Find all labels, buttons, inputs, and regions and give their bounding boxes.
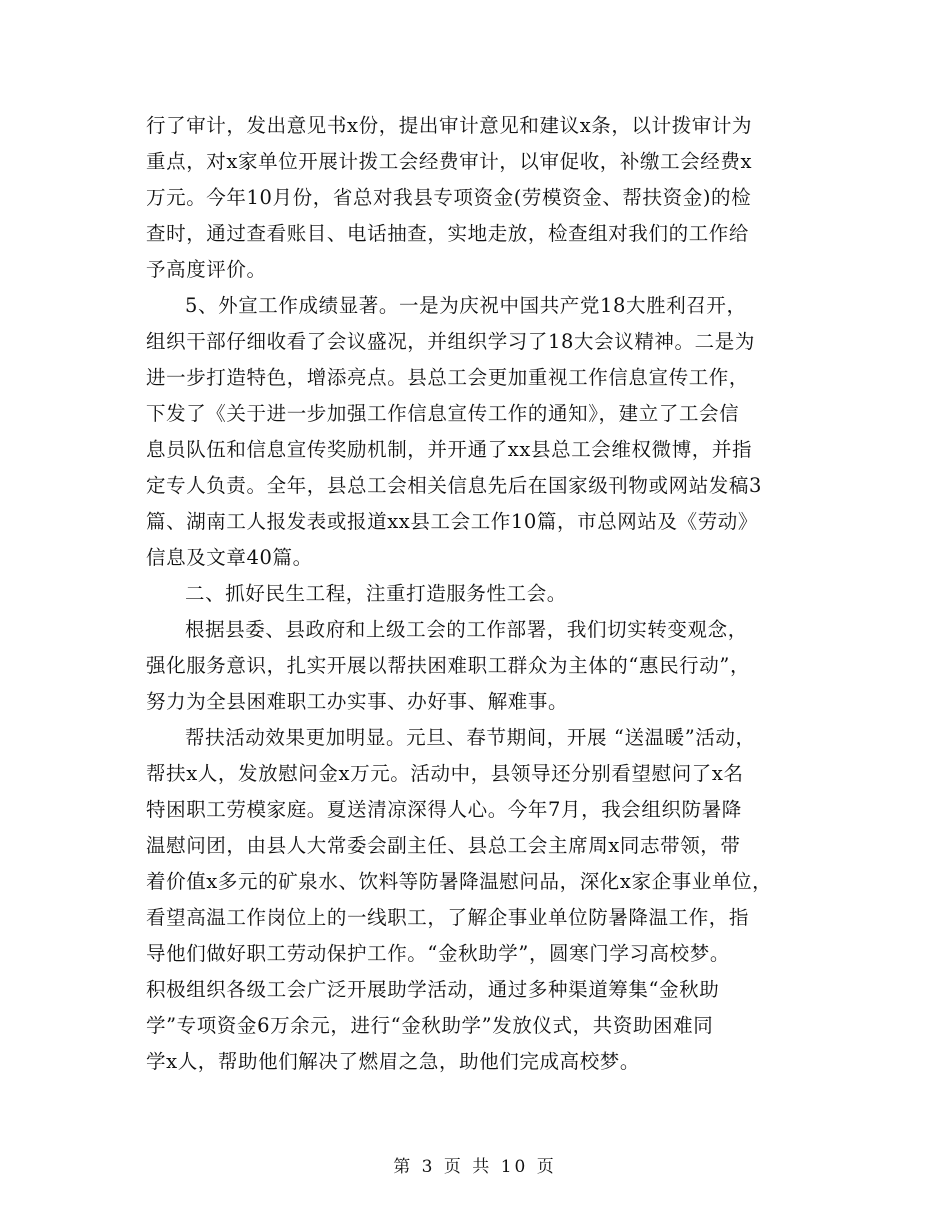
text-line: 帮扶x人，发放慰问金x万元。活动中，县领导还分别看望慰问了x名 xyxy=(146,762,744,785)
paragraph xyxy=(146,576,826,612)
text-line: 查时，通过查看账目、电话抽查，实地走放，检查组对我们的工作给 xyxy=(146,222,750,245)
text-line: 根据县委、县政府和上级工会的工作部署，我们切实转变观念， xyxy=(185,618,748,641)
paragraph xyxy=(146,108,826,288)
text-line: 进一步打造特色，增添亮点。县总工会更加重视工作信息宣传工作， xyxy=(146,366,750,389)
text-line: 信息及文章40篇。 xyxy=(146,546,313,569)
text-line: 5、外宣工作成绩显著。一是为庆祝中国共产党18大胜利召开， xyxy=(185,294,747,317)
text-line: 二、抓好民生工程，注重打造服务性工会。 xyxy=(185,582,567,605)
text-line: 导他们做好职工劳动保护工作。“金秋助学”，圆寒门学习高校梦。 xyxy=(146,942,730,965)
text-line: 予高度评价。 xyxy=(146,258,267,281)
text-line: 特困职工劳模家庭。夏送清凉深得人心。今年7月，我会组织防暑降 xyxy=(146,798,742,821)
text-line: 下发了《关于进一步加强工作信息宣传工作的通知》，建立了工会信 xyxy=(146,402,740,425)
text-line: 努力为全县困难职工办实事、办好事、解难事。 xyxy=(146,690,569,713)
text-line: 篇、湖南工人报发表或报道xx县工会工作10篇，市总网站及《劳动》 xyxy=(146,510,759,533)
text-line: 着价值x多元的矿泉水、饮料等防暑降温慰问品，深化x家企事业单位， xyxy=(146,870,773,893)
text-line: 积极组织各级工会广泛开展助学活动，通过多种渠道筹集“金秋助 xyxy=(146,978,720,1001)
text-line: 帮扶活动效果更加明显。元旦、春节期间，开展 “送温暖”活动， xyxy=(185,726,756,749)
document-body xyxy=(146,108,826,1080)
text-line: 重点，对x家单位开展计拨工会经费审计，以审促收，补缴工会经费x xyxy=(146,150,753,173)
paragraph xyxy=(146,288,826,576)
text-line: 息员队伍和信息宣传奖励机制，并开通了xx县总工会维权微博，并指 xyxy=(146,438,753,461)
text-line: 强化服务意识，扎实开展以帮扶困难职工群众为主体的“惠民行动”， xyxy=(146,654,751,677)
text-line: 组织干部仔细收看了会议盛况，并组织学习了18大会议精神。二是为 xyxy=(146,330,755,353)
paragraph xyxy=(146,612,826,720)
text-line: 看望高温工作岗位上的一线职工，了解企事业单位防暑降温工作，指 xyxy=(146,906,750,929)
text-line: 温慰问团，由县人大常委会副主任、县总工会主席周x同志带领，带 xyxy=(146,834,741,857)
text-line: 学”专项资金6万余元，进行“金秋助学”发放仪式，共资助困难同 xyxy=(146,1014,714,1037)
paragraph xyxy=(146,720,826,1080)
text-line: 行了审计，发出意见书x份，提出审计意见和建议x条，以计拨审计为 xyxy=(146,114,753,137)
text-line: 学x人，帮助他们解决了燃眉之急，助他们完成高校梦。 xyxy=(146,1050,640,1073)
text-line: 万元。今年10月份，省总对我县专项资金(劳模资金、帮扶资金)的检 xyxy=(146,186,752,209)
text-line: 定专人负责。全年，县总工会相关信息先后在国家级刊物或网站发稿3 xyxy=(146,474,763,497)
page-number-footer: 第 3 页 共 10 页 xyxy=(393,1157,557,1177)
